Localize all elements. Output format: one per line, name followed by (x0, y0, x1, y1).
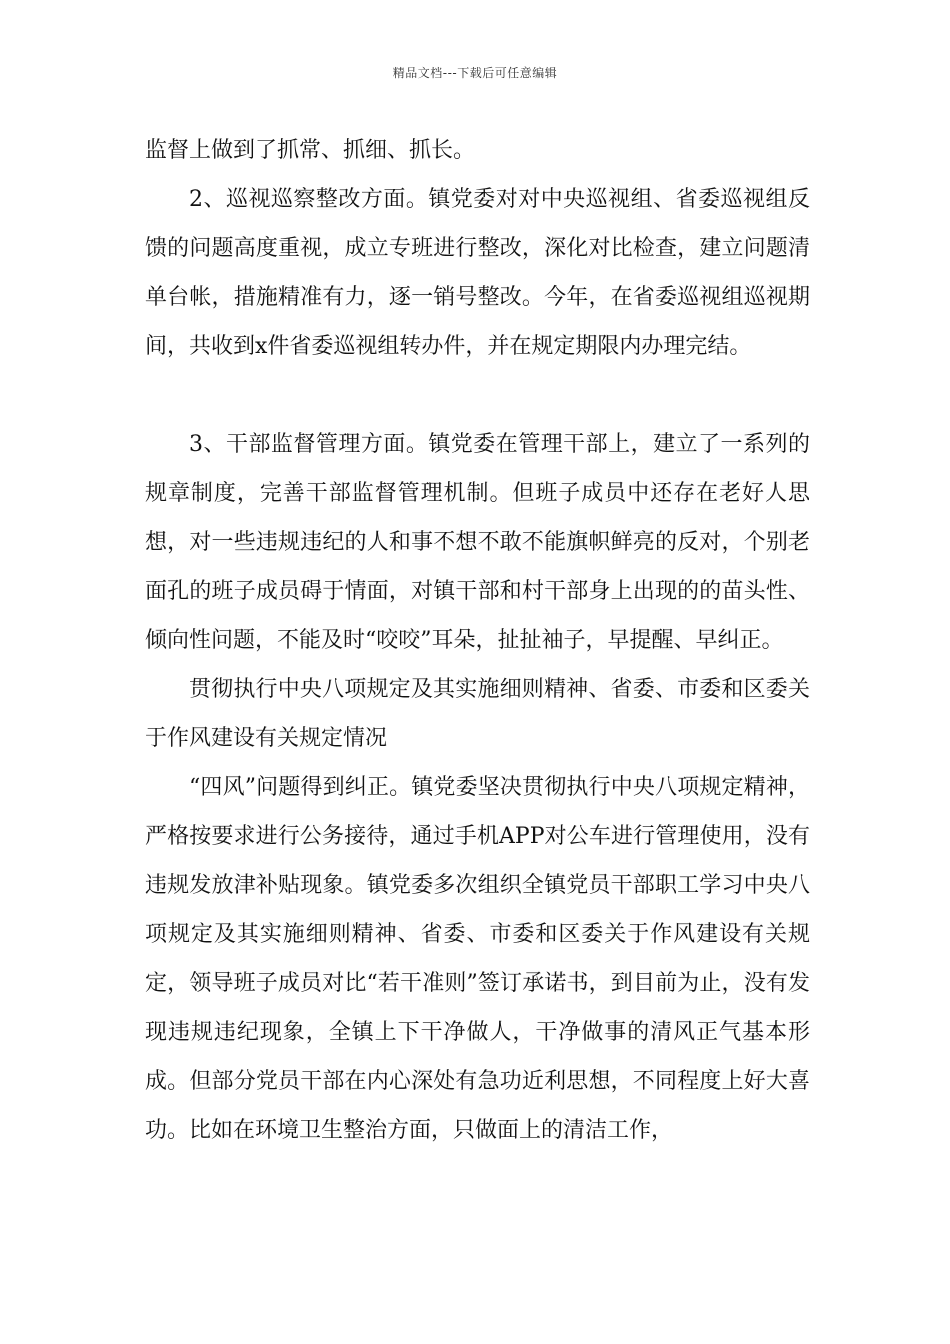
paragraph-continuation: 监督上做到了抓常、抓细、抓长。 (145, 138, 476, 163)
page-header: 精品文档---下载后可任意编辑 (392, 66, 558, 80)
document-body (145, 126, 810, 1155)
section-heading: 贯彻执行中央八项规定及其实施细则精神、省委、市委和区委关于作风建设有关规定情况 (145, 677, 810, 751)
paragraph-inspection-rectification: 2、巡视巡察整改方面。镇党委对对中央巡视组、省委巡视组反馈的问题高度重视，成立专班进行整改，深化对比检查，建立问题清单台帐，措施精准有力，逐一销号整改。今年，在省委巡视组巡视期间，共收到x件省委巡视组转办件，并在规定期限内办理完结。 (145, 187, 810, 359)
paragraph-spacer (145, 371, 810, 420)
paragraph-four-styles: “四风”问题得到纠正。镇党委坚决贯彻执行中央八项规定精神，严格按要求进行公务接待，通过手机APP对公车进行管理使用，没有违规发放津补贴现象。镇党委多次组织全镇党员干部职工学习中央八项规定及其实施细则精神、省委、市委和区委关于作风建设有关规定，领导班子成员对比“若干准则”签订承诺书，到目前为止，没有发现违规违纪现象，全镇上下干净做人，干净做事的清风正气基本形成。但部分党员干部在内心深处有急功近利思想，不同程度上好大喜功。比如在环境卫生整治方面，只做面上的清洁工作， (145, 775, 810, 1143)
paragraph-cadre-supervision: 3、干部监督管理方面。镇党委在管理干部上，建立了一系列的规章制度，完善干部监督管理机制。但班子成员中还存在老好人思想，对一些违规违纪的人和事不想不敢不能旗帜鲜亮的反对，个别老面孔的班子成员碍于情面，对镇干部和村干部身上出现的的苗头性、倾向性问题，不能及时“咬咬”耳朵，扯扯袖子，早提醒、早纠正。 (145, 432, 810, 653)
